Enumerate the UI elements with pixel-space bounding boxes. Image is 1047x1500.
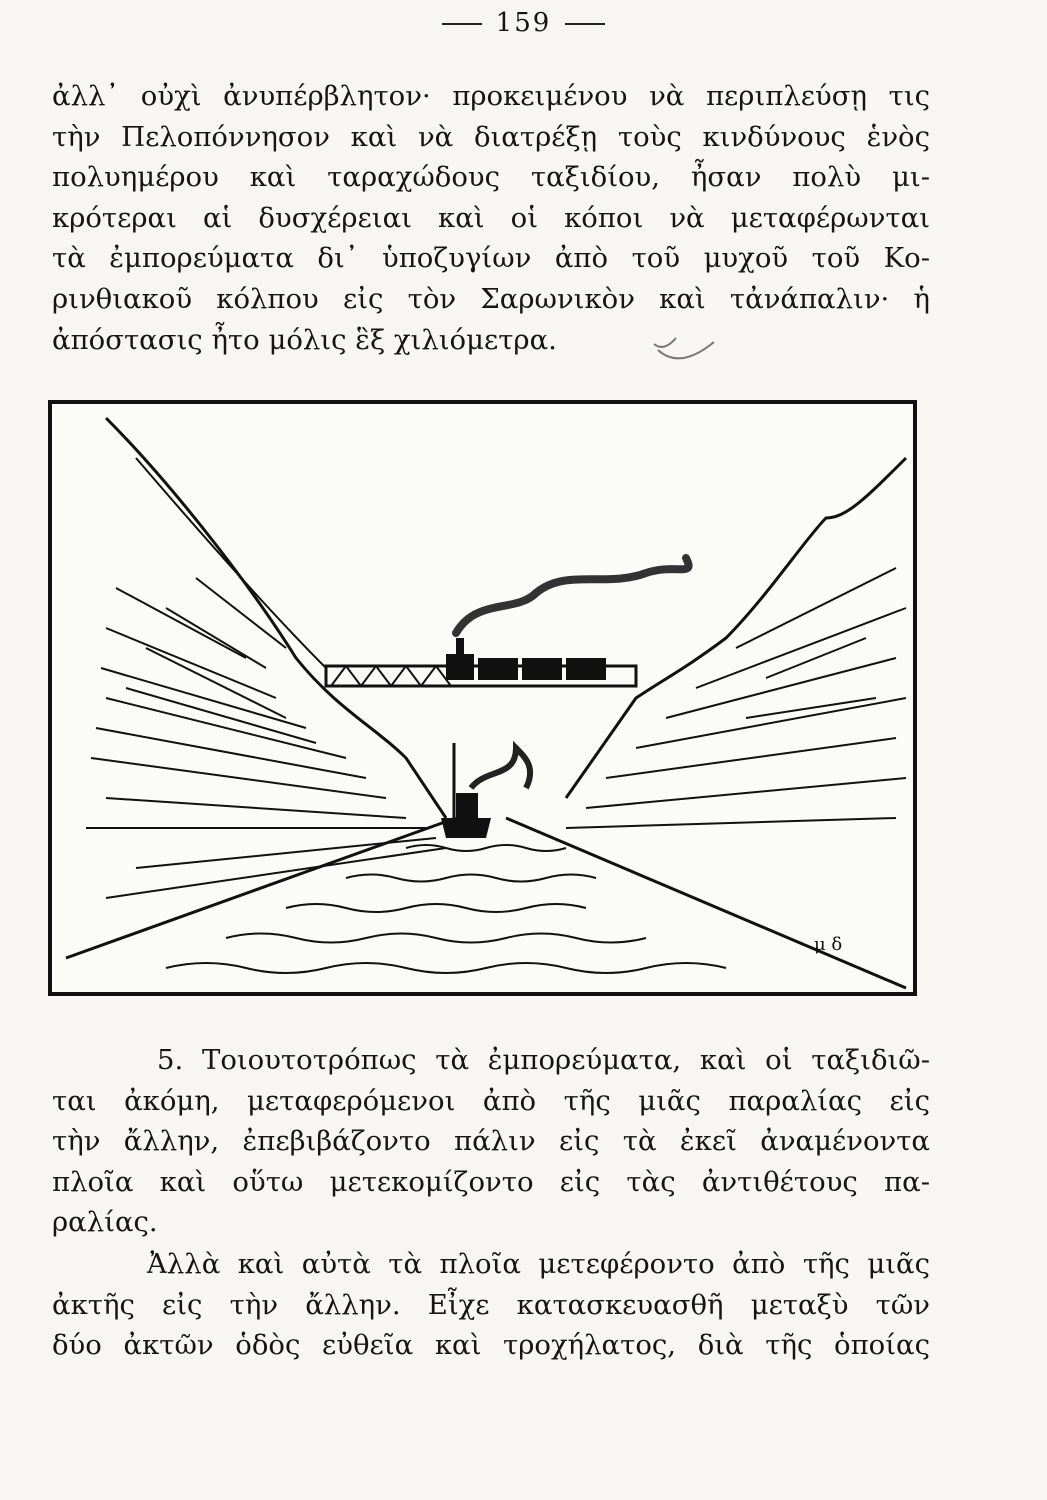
paragraph-3-line: Ἀλλὰ καὶ αὐτὰ τὰ πλοῖα μετεφέροντο ἀπὸ τῆς μιᾶς (147, 1248, 930, 1280)
paragraph-2-line: πλοῖα καὶ οὕτω μετεκομίζοντο εἰς τὰς ἀντιθέτους πα- (52, 1165, 930, 1198)
paragraph-2 (52, 1040, 930, 1243)
page-number: 159 (495, 8, 552, 38)
page-number-header (0, 8, 1047, 38)
paragraph-3-line: δύο ἀκτῶν ὁδὸς εὐθεῖα καὶ τροχήλατος, διὰ τῆς ὁποίας (52, 1329, 930, 1362)
paragraph-3 (52, 1244, 930, 1366)
right-dash (565, 23, 605, 25)
paragraph-1-line: ρινθιακοῦ κόλπου εἰς τὸν Σαρωνικὸν καὶ τἀνάπαλιν· ἡ (52, 282, 930, 315)
paragraph-1-line: τὰ ἐμπορεύματα δι᾽ ὑποζυγίων ἀπὸ τοῦ μυχοῦ τοῦ Κο- (52, 242, 930, 275)
canal-illustration-drawing (46, 398, 919, 998)
paragraph-2-line: τὴν ἄλλην, ἐπεβιβάζοντο πάλιν εἰς τὰ ἐκεῖ ἀναμένοντα (52, 1125, 930, 1158)
figure-frame (50, 402, 915, 994)
left-dash (442, 23, 482, 25)
paragraph-1-line: πολυημέρου καὶ ταραχώδους ταξιδίου, ἦσαν πολὺ μι- (52, 161, 930, 194)
canal-illustration (46, 398, 919, 998)
artist-signature: μ δ (814, 934, 843, 955)
paragraph-1-line: ἀπόστασις ἦτο μόλις ἓξ χιλιόμετρα. (52, 323, 557, 356)
paragraph-3-line: ἀκτῆς εἰς τὴν ἄλλην. Εἶχε κατασκευασθῆ μεταξὺ τῶν (52, 1288, 930, 1321)
paragraph-2-line: ραλίας. (52, 1206, 158, 1239)
paragraph-1-line: τὴν Πελοπόννησον καὶ νὰ διατρέξῃ τοὺς κινδύνους ἑνὸς (52, 120, 930, 153)
paragraph-2-line: 5. Τοιουτοτρόπως τὰ ἐμπορεύματα, καὶ οἱ ταξιδιῶ- (157, 1044, 930, 1076)
paragraph-1 (52, 76, 930, 360)
paragraph-2-line: ται ἀκόμη, μεταφερόμενοι ἀπὸ τῆς μιᾶς παραλίας εἰς (52, 1084, 930, 1117)
paragraph-1-line: κρότεραι αἱ δυσχέρειαι καὶ οἱ κόποι νὰ μεταφέρωνται (52, 201, 930, 234)
paragraph-1-line: ἀλλ᾽ οὐχὶ ἀνυπέρβλητον· προκειμένου νὰ περιπλεύσῃ τις (52, 80, 930, 112)
pencil-checkmark-icon (650, 330, 720, 370)
